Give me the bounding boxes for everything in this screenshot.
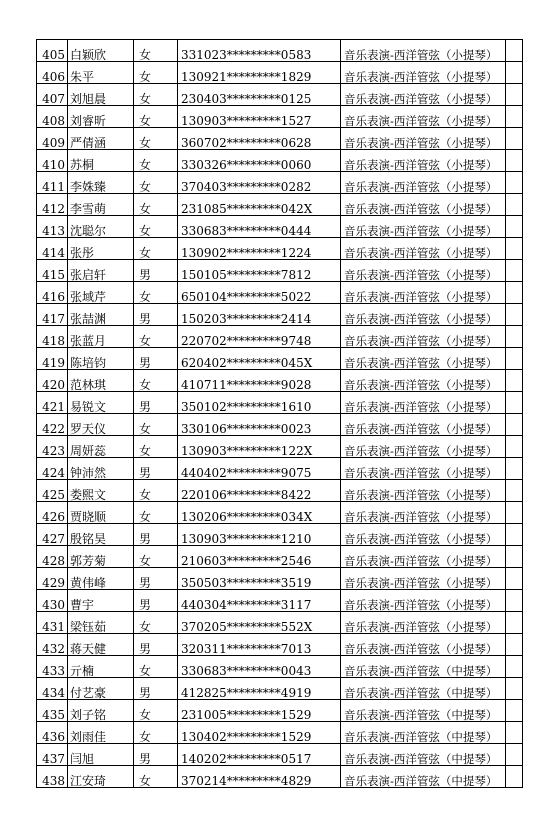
- row-number-cell: 406: [37, 62, 68, 84]
- id-number-cell: 440304*********3117: [178, 590, 341, 612]
- empty-cell: [506, 436, 523, 458]
- major-cell: 音乐表演-西洋管弦（小提琴）: [341, 568, 506, 590]
- student-name-cell: 刘雨佳: [68, 722, 134, 744]
- table-row: [37, 150, 523, 172]
- row-number-cell: 411: [37, 172, 68, 194]
- gender-cell: 男: [134, 634, 178, 656]
- row-number-cell: 428: [37, 546, 68, 568]
- row-number-cell: 433: [37, 656, 68, 678]
- gender-cell: 女: [134, 502, 178, 524]
- row-number-cell: 413: [37, 216, 68, 238]
- id-number-cell: 130921*********1829: [178, 62, 341, 84]
- gender-cell: 女: [134, 216, 178, 238]
- id-number-cell: 150203*********2414: [178, 304, 341, 326]
- id-number-cell: 330106*********0023: [178, 414, 341, 436]
- table-row: [37, 480, 523, 502]
- major-cell: 音乐表演-西洋管弦（小提琴）: [341, 502, 506, 524]
- id-number-cell: 440402*********9075: [178, 458, 341, 480]
- empty-cell: [506, 612, 523, 634]
- student-name-cell: 苏桐: [68, 150, 134, 172]
- major-cell: 音乐表演-西洋管弦（小提琴）: [341, 326, 506, 348]
- empty-cell: [506, 172, 523, 194]
- row-number-cell: 437: [37, 744, 68, 766]
- table-row: [37, 546, 523, 568]
- gender-cell: 女: [134, 106, 178, 128]
- row-number-cell: 421: [37, 392, 68, 414]
- gender-cell: 男: [134, 568, 178, 590]
- id-number-cell: 231085*********042X: [178, 194, 341, 216]
- empty-cell: [506, 392, 523, 414]
- id-number-cell: 140202*********0517: [178, 744, 341, 766]
- empty-cell: [506, 480, 523, 502]
- id-number-cell: 130206*********034X: [178, 502, 341, 524]
- table-row: [37, 634, 523, 656]
- empty-cell: [506, 678, 523, 700]
- major-cell: 音乐表演-西洋管弦（中提琴）: [341, 700, 506, 722]
- id-number-cell: 130402*********1529: [178, 722, 341, 744]
- id-number-cell: 130902*********1224: [178, 238, 341, 260]
- table-body: [37, 40, 523, 788]
- student-name-cell: 郭芳菊: [68, 546, 134, 568]
- major-cell: 音乐表演-西洋管弦（小提琴）: [341, 546, 506, 568]
- major-cell: 音乐表演-西洋管弦（小提琴）: [341, 458, 506, 480]
- empty-cell: [506, 458, 523, 480]
- id-number-cell: 350102*********1610: [178, 392, 341, 414]
- major-cell: 音乐表演-西洋管弦（小提琴）: [341, 304, 506, 326]
- gender-cell: 女: [134, 546, 178, 568]
- id-number-cell: 370205*********552X: [178, 612, 341, 634]
- table-row: [37, 722, 523, 744]
- student-name-cell: 闫旭: [68, 744, 134, 766]
- gender-cell: 女: [134, 370, 178, 392]
- major-cell: 音乐表演-西洋管弦（小提琴）: [341, 238, 506, 260]
- gender-cell: 女: [134, 326, 178, 348]
- empty-cell: [506, 348, 523, 370]
- row-number-cell: 416: [37, 282, 68, 304]
- empty-cell: [506, 700, 523, 722]
- row-number-cell: 436: [37, 722, 68, 744]
- student-name-cell: 梁钰茹: [68, 612, 134, 634]
- row-number-cell: 420: [37, 370, 68, 392]
- major-cell: 音乐表演-西洋管弦（中提琴）: [341, 678, 506, 700]
- major-cell: 音乐表演-西洋管弦（小提琴）: [341, 216, 506, 238]
- row-number-cell: 415: [37, 260, 68, 282]
- row-number-cell: 427: [37, 524, 68, 546]
- student-name-cell: 曹宇: [68, 590, 134, 612]
- id-number-cell: 220702*********9748: [178, 326, 341, 348]
- gender-cell: 男: [134, 392, 178, 414]
- student-name-cell: 白颖欣: [68, 40, 134, 62]
- table-row: [37, 304, 523, 326]
- gender-cell: 女: [134, 480, 178, 502]
- table-row: [37, 436, 523, 458]
- row-number-cell: 426: [37, 502, 68, 524]
- row-number-cell: 435: [37, 700, 68, 722]
- id-number-cell: 650104*********5022: [178, 282, 341, 304]
- gender-cell: 女: [134, 656, 178, 678]
- empty-cell: [506, 260, 523, 282]
- id-number-cell: 350503*********3519: [178, 568, 341, 590]
- empty-cell: [506, 502, 523, 524]
- table-row: [37, 128, 523, 150]
- major-cell: 音乐表演-西洋管弦（小提琴）: [341, 612, 506, 634]
- major-cell: 音乐表演-西洋管弦（小提琴）: [341, 348, 506, 370]
- table-row: [37, 216, 523, 238]
- gender-cell: 男: [134, 744, 178, 766]
- row-number-cell: 419: [37, 348, 68, 370]
- row-number-cell: 408: [37, 106, 68, 128]
- student-name-cell: 刘子铭: [68, 700, 134, 722]
- id-number-cell: 220106*********8422: [178, 480, 341, 502]
- major-cell: 音乐表演-西洋管弦（中提琴）: [341, 744, 506, 766]
- row-number-cell: 432: [37, 634, 68, 656]
- id-number-cell: 210603*********2546: [178, 546, 341, 568]
- major-cell: 音乐表演-西洋管弦（小提琴）: [341, 480, 506, 502]
- row-number-cell: 409: [37, 128, 68, 150]
- empty-cell: [506, 216, 523, 238]
- table-row: [37, 172, 523, 194]
- row-number-cell: 430: [37, 590, 68, 612]
- table-row: [37, 678, 523, 700]
- table-row: [37, 194, 523, 216]
- gender-cell: 男: [134, 348, 178, 370]
- student-name-cell: 蒋天健: [68, 634, 134, 656]
- gender-cell: 女: [134, 128, 178, 150]
- id-number-cell: 370403*********0282: [178, 172, 341, 194]
- table-row: [37, 700, 523, 722]
- id-number-cell: 230403*********0125: [178, 84, 341, 106]
- id-number-cell: 370214*********4829: [178, 766, 341, 788]
- student-name-cell: 黄伟峰: [68, 568, 134, 590]
- empty-cell: [506, 744, 523, 766]
- gender-cell: 女: [134, 194, 178, 216]
- table-row: [37, 568, 523, 590]
- student-name-cell: 李姝臻: [68, 172, 134, 194]
- major-cell: 音乐表演-西洋管弦（小提琴）: [341, 62, 506, 84]
- empty-cell: [506, 40, 523, 62]
- gender-cell: 男: [134, 304, 178, 326]
- major-cell: 音乐表演-西洋管弦（小提琴）: [341, 392, 506, 414]
- empty-cell: [506, 590, 523, 612]
- gender-cell: 女: [134, 150, 178, 172]
- gender-cell: 男: [134, 590, 178, 612]
- empty-cell: [506, 128, 523, 150]
- gender-cell: 女: [134, 282, 178, 304]
- major-cell: 音乐表演-西洋管弦（小提琴）: [341, 590, 506, 612]
- row-number-cell: 412: [37, 194, 68, 216]
- table-row: [37, 414, 523, 436]
- table-row: [37, 744, 523, 766]
- row-number-cell: 424: [37, 458, 68, 480]
- id-number-cell: 150105*********7812: [178, 260, 341, 282]
- student-name-cell: 刘旭晨: [68, 84, 134, 106]
- gender-cell: 女: [134, 700, 178, 722]
- table-row: [37, 524, 523, 546]
- row-number-cell: 407: [37, 84, 68, 106]
- row-number-cell: 417: [37, 304, 68, 326]
- row-number-cell: 438: [37, 766, 68, 788]
- major-cell: 音乐表演-西洋管弦（小提琴）: [341, 414, 506, 436]
- id-number-cell: 330683*********0043: [178, 656, 341, 678]
- student-name-cell: 张喆渊: [68, 304, 134, 326]
- empty-cell: [506, 194, 523, 216]
- gender-cell: 女: [134, 172, 178, 194]
- id-number-cell: 360702*********0628: [178, 128, 341, 150]
- row-number-cell: 414: [37, 238, 68, 260]
- id-number-cell: 620402*********045X: [178, 348, 341, 370]
- table-row: [37, 282, 523, 304]
- gender-cell: 男: [134, 524, 178, 546]
- row-number-cell: 434: [37, 678, 68, 700]
- student-name-cell: 范林琪: [68, 370, 134, 392]
- row-number-cell: 429: [37, 568, 68, 590]
- id-number-cell: 412825*********4919: [178, 678, 341, 700]
- student-list-table: [36, 39, 523, 788]
- empty-cell: [506, 634, 523, 656]
- major-cell: 音乐表演-西洋管弦（中提琴）: [341, 766, 506, 788]
- table-row: [37, 260, 523, 282]
- row-number-cell: 410: [37, 150, 68, 172]
- student-name-cell: 张彤: [68, 238, 134, 260]
- student-name-cell: 刘睿昕: [68, 106, 134, 128]
- id-number-cell: 130903*********1210: [178, 524, 341, 546]
- student-name-cell: 朱平: [68, 62, 134, 84]
- empty-cell: [506, 326, 523, 348]
- row-number-cell: 431: [37, 612, 68, 634]
- major-cell: 音乐表演-西洋管弦（小提琴）: [341, 436, 506, 458]
- major-cell: 音乐表演-西洋管弦（小提琴）: [341, 194, 506, 216]
- major-cell: 音乐表演-西洋管弦（小提琴）: [341, 634, 506, 656]
- student-name-cell: 付艺豪: [68, 678, 134, 700]
- student-name-cell: 殷铭昊: [68, 524, 134, 546]
- table-row: [37, 106, 523, 128]
- table-row: [37, 590, 523, 612]
- major-cell: 音乐表演-西洋管弦（中提琴）: [341, 656, 506, 678]
- empty-cell: [506, 722, 523, 744]
- table-row: [37, 326, 523, 348]
- major-cell: 音乐表演-西洋管弦（小提琴）: [341, 84, 506, 106]
- empty-cell: [506, 524, 523, 546]
- table-row: [37, 656, 523, 678]
- row-number-cell: 405: [37, 40, 68, 62]
- major-cell: 音乐表演-西洋管弦（小提琴）: [341, 370, 506, 392]
- student-name-cell: 张启轩: [68, 260, 134, 282]
- id-number-cell: 331023*********0583: [178, 40, 341, 62]
- gender-cell: 男: [134, 678, 178, 700]
- id-number-cell: 231005*********1529: [178, 700, 341, 722]
- major-cell: 音乐表演-西洋管弦（小提琴）: [341, 150, 506, 172]
- empty-cell: [506, 304, 523, 326]
- student-name-cell: 娄熙文: [68, 480, 134, 502]
- table-row: [37, 612, 523, 634]
- id-number-cell: 130903*********122X: [178, 436, 341, 458]
- gender-cell: 女: [134, 766, 178, 788]
- row-number-cell: 423: [37, 436, 68, 458]
- empty-cell: [506, 62, 523, 84]
- empty-cell: [506, 568, 523, 590]
- empty-cell: [506, 414, 523, 436]
- gender-cell: 男: [134, 458, 178, 480]
- gender-cell: 女: [134, 722, 178, 744]
- table-row: [37, 348, 523, 370]
- table-row: [37, 502, 523, 524]
- gender-cell: 女: [134, 436, 178, 458]
- table-row: [37, 84, 523, 106]
- major-cell: 音乐表演-西洋管弦（小提琴）: [341, 106, 506, 128]
- id-number-cell: 130903*********1527: [178, 106, 341, 128]
- table-row: [37, 62, 523, 84]
- table-row: [37, 40, 523, 62]
- student-name-cell: 钟沛然: [68, 458, 134, 480]
- major-cell: 音乐表演-西洋管弦（中提琴）: [341, 722, 506, 744]
- empty-cell: [506, 282, 523, 304]
- major-cell: 音乐表演-西洋管弦（小提琴）: [341, 524, 506, 546]
- major-cell: 音乐表演-西洋管弦（小提琴）: [341, 172, 506, 194]
- table-row: [37, 458, 523, 480]
- major-cell: 音乐表演-西洋管弦（小提琴）: [341, 40, 506, 62]
- student-name-cell: 江安琦: [68, 766, 134, 788]
- empty-cell: [506, 150, 523, 172]
- id-number-cell: 410711*********9028: [178, 370, 341, 392]
- gender-cell: 女: [134, 84, 178, 106]
- table-row: [37, 370, 523, 392]
- student-name-cell: 严倩涵: [68, 128, 134, 150]
- student-name-cell: 陈培钧: [68, 348, 134, 370]
- empty-cell: [506, 84, 523, 106]
- empty-cell: [506, 546, 523, 568]
- student-name-cell: 亓楠: [68, 656, 134, 678]
- gender-cell: 女: [134, 414, 178, 436]
- student-name-cell: 张域芹: [68, 282, 134, 304]
- gender-cell: 女: [134, 62, 178, 84]
- gender-cell: 女: [134, 612, 178, 634]
- gender-cell: 女: [134, 40, 178, 62]
- student-name-cell: 张蓝月: [68, 326, 134, 348]
- empty-cell: [506, 106, 523, 128]
- table-row: [37, 766, 523, 788]
- major-cell: 音乐表演-西洋管弦（小提琴）: [341, 128, 506, 150]
- table-row: [37, 238, 523, 260]
- row-number-cell: 425: [37, 480, 68, 502]
- id-number-cell: 330326*********0060: [178, 150, 341, 172]
- empty-cell: [506, 370, 523, 392]
- id-number-cell: 330683*********0444: [178, 216, 341, 238]
- row-number-cell: 422: [37, 414, 68, 436]
- student-name-cell: 周妍蕊: [68, 436, 134, 458]
- major-cell: 音乐表演-西洋管弦（小提琴）: [341, 260, 506, 282]
- empty-cell: [506, 656, 523, 678]
- row-number-cell: 418: [37, 326, 68, 348]
- student-name-cell: 易锐文: [68, 392, 134, 414]
- student-name-cell: 沈聪尔: [68, 216, 134, 238]
- major-cell: 音乐表演-西洋管弦（小提琴）: [341, 282, 506, 304]
- empty-cell: [506, 238, 523, 260]
- gender-cell: 女: [134, 238, 178, 260]
- gender-cell: 男: [134, 260, 178, 282]
- empty-cell: [506, 766, 523, 788]
- id-number-cell: 320311*********7013: [178, 634, 341, 656]
- student-name-cell: 贾晓顺: [68, 502, 134, 524]
- student-name-cell: 李雪萌: [68, 194, 134, 216]
- table-row: [37, 392, 523, 414]
- student-name-cell: 罗天仪: [68, 414, 134, 436]
